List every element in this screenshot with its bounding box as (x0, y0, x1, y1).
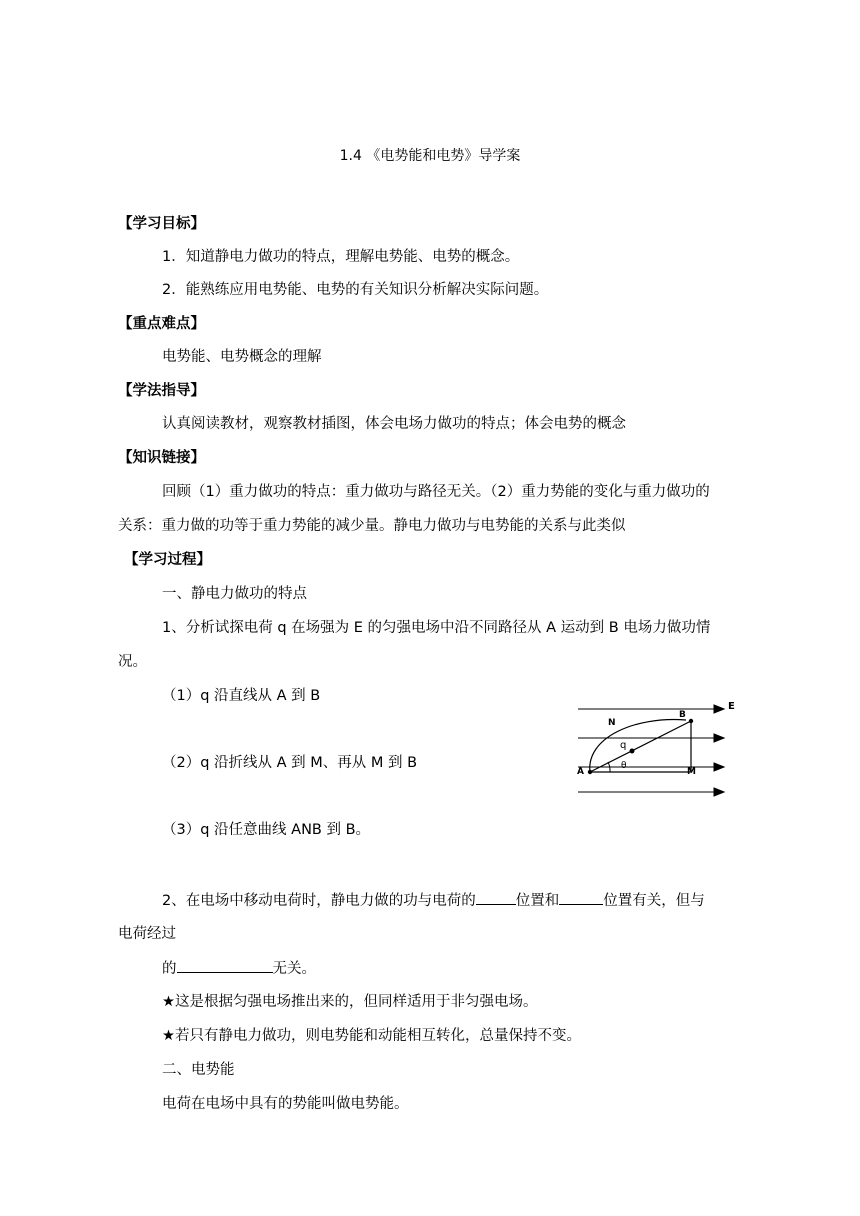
question-1-line-1: 1、分析试探电荷 q 在场强为 E 的匀强电场中沿不同路径从 A 运动到 B 电场力做功情 (162, 620, 711, 636)
objective-2: 2．能熟练应用电势能、电势的有关知识分析解决实际问题。 (162, 282, 549, 298)
question-2-part-a: 2、在电场中移动电荷时，静电力做的功与电荷的 (162, 893, 476, 909)
diagram-labels (574, 698, 744, 800)
blank-final-position[interactable] (559, 890, 603, 905)
part-2-text: 电荷在电场中具有的势能叫做电势能。 (162, 1096, 409, 1112)
label-b: B (679, 710, 686, 720)
question-2-line-1 (162, 890, 705, 911)
label-q: q (620, 740, 627, 751)
knowledge-link-line-1: 回顾（1）重力做功的特点：重力做功与路径无关。（2）重力势能的变化与重力做功的 (162, 484, 710, 500)
label-e: E (728, 701, 735, 712)
case-1: （1）q 沿直线从 A 到 B (162, 688, 321, 704)
question-2-line-2: 电荷经过 (118, 926, 176, 942)
case-2: （2）q 沿折线从 A 到 M、再从 M 到 B (162, 755, 418, 771)
blank-initial-position[interactable] (476, 890, 516, 905)
objective-1: 1．知道静电力做功的特点，理解电势能、电势的概念。 (162, 249, 520, 265)
question-2-part-b: 位置和 (515, 893, 560, 909)
part-2-title: 二、电势能 (162, 1062, 235, 1078)
key-difficulty-text: 电势能、电势概念的理解 (162, 349, 322, 365)
key-difficulty-heading: 【重点难点】 (118, 316, 205, 332)
question-2-line-3 (162, 958, 316, 979)
learning-process-heading: 【学习过程】 (124, 552, 211, 568)
label-a: A (577, 767, 584, 777)
page-title: 1.4 《电势能和电势》导学案 (339, 148, 521, 164)
objectives-heading: 【学习目标】 (118, 216, 205, 232)
note-star-1: ★这是根据匀强电场推出来的，但同样适用于非匀强电场。 (162, 994, 538, 1010)
question-2-part-d: 的 (162, 961, 177, 977)
case-3: （3）q 沿任意曲线 ANB 到 B。 (162, 822, 371, 838)
knowledge-link-line-2: 关系：重力做的功等于重力势能的减少量。静电力做功与电势能的关系与此类似 (118, 518, 626, 534)
question-2-part-e: 无关。 (272, 961, 316, 977)
part-1-title: 一、静电力做功的特点 (162, 586, 307, 602)
blank-path[interactable] (177, 958, 273, 973)
question-1-line-2: 况。 (118, 654, 147, 670)
note-star-2: ★若只有静电力做功，则电势能和动能相互转化，总量保持不变。 (162, 1028, 581, 1044)
label-n: N (608, 718, 616, 728)
label-m: M (687, 767, 696, 777)
label-theta: θ (621, 761, 627, 771)
question-2-part-c: 位置有关，但与 (603, 893, 705, 909)
method-text: 认真阅读教材，观察教材插图，体会电场力做功的特点；体会电势的概念 (162, 416, 626, 432)
knowledge-link-heading: 【知识链接】 (118, 450, 205, 466)
method-heading: 【学法指导】 (118, 383, 205, 399)
